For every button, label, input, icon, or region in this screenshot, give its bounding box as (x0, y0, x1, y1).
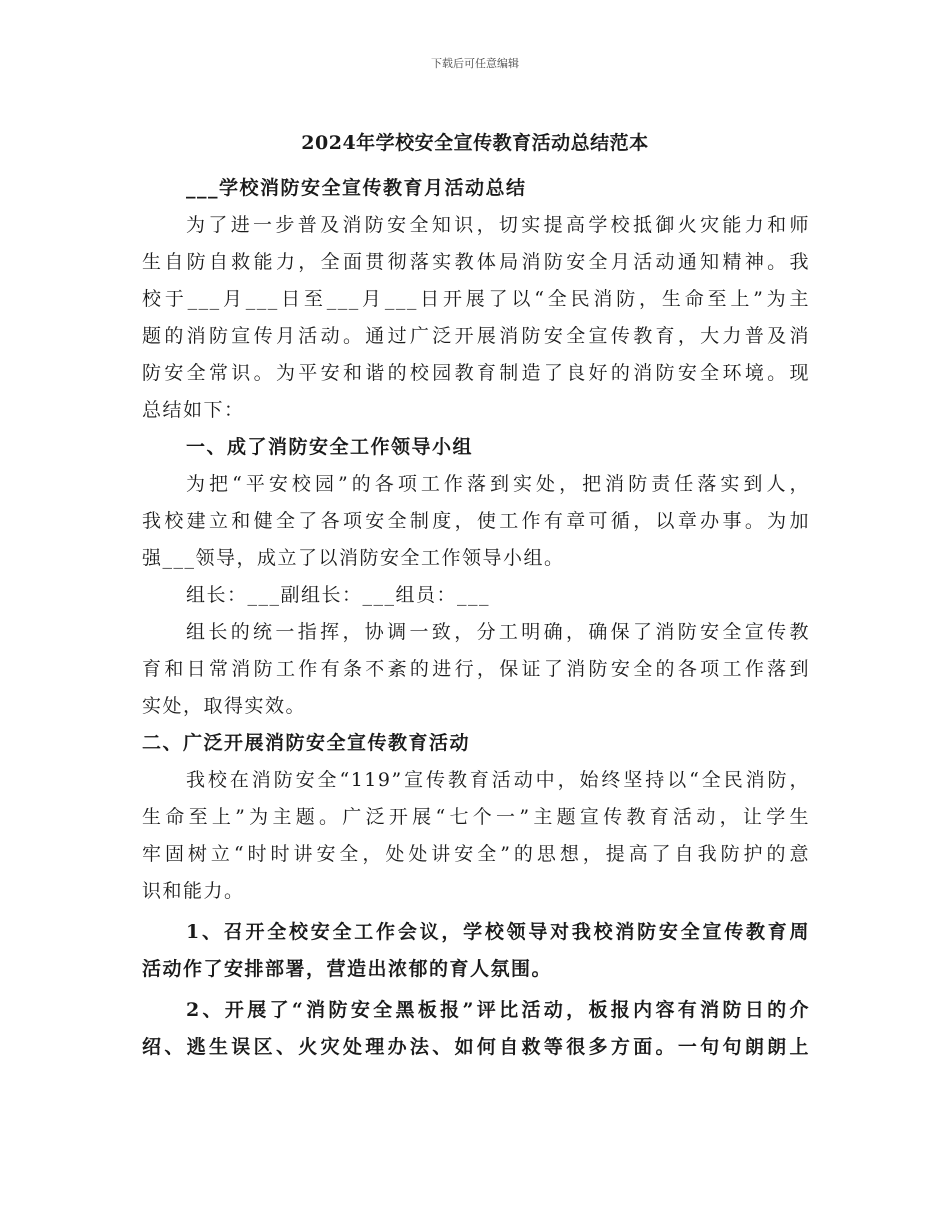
body-line: 实处，取得实效。 (142, 695, 307, 717)
body-line: 牢固树立“时时讲安全，处处讲安全”的思想，提高了自我防护的意 (142, 843, 810, 865)
body-line: 育和日常消防工作有条不紊的进行，保证了消防安全的各项工作落到 (142, 658, 810, 680)
list-item-line: 2、开展了“消防安全黑板报”评比活动，板报内容有消防日的介 (186, 999, 810, 1021)
body-line: 生自防自救能力，全面贯彻落实教体局消防安全月活动通知精神。我 (142, 251, 810, 273)
page-header-note: 下载后可任意编辑 (431, 57, 519, 70)
body-line: 我校在消防安全“119”宣传教育活动中，始终坚持以“全民消防， (186, 769, 810, 791)
body-line: 组长：___副组长：___组员：___ (186, 584, 491, 606)
document-title: 2024年学校安全宣传教育活动总结范本 (301, 132, 649, 154)
body-line: 题的消防宣传月活动。通过广泛开展消防安全宣传教育，大力普及消 (142, 325, 810, 347)
section-heading: 一、成了消防安全工作领导小组 (186, 436, 474, 458)
body-line: 强___领导，成立了以消防安全工作领导小组。 (142, 547, 565, 569)
list-item-line: 绍、逃生误区、火灾处理办法、如何自救等很多方面。一句句朗朗上 (142, 1036, 810, 1058)
section-heading: ___学校消防安全宣传教育月活动总结 (186, 177, 527, 199)
body-line: 防安全常识。为平安和谐的校园教育制造了良好的消防安全环境。现 (142, 362, 810, 384)
body-line: 校于___月___日至___月___日开展了以“全民消防，生命至上”为主 (142, 288, 810, 310)
section-heading: 二、广泛开展消防安全宣传教育活动 (142, 732, 471, 754)
document-body (142, 170, 810, 1066)
list-item-line: 活动作了安排部署，营造出浓郁的育人氛围。 (142, 958, 553, 980)
body-line: 我校建立和健全了各项安全制度，使工作有章可循，以章办事。为加 (142, 510, 810, 532)
body-line: 为把“平安校园”的各项工作落到实处，把消防责任落实到人， (186, 473, 810, 495)
body-line: 生命至上”为主题。广泛开展“七个一”主题宣传教育活动，让学生 (142, 806, 810, 828)
body-line: 组长的统一指挥，协调一致，分工明确，确保了消防安全宣传教 (186, 621, 810, 643)
body-line: 总结如下： (142, 399, 245, 421)
body-line: 为了进一步普及消防安全知识，切实提高学校抵御火灾能力和师 (186, 214, 810, 236)
list-item-line: 1、召开全校安全工作会议，学校领导对我校消防安全宣传教育周 (186, 921, 810, 943)
body-line: 识和能力。 (142, 880, 245, 902)
